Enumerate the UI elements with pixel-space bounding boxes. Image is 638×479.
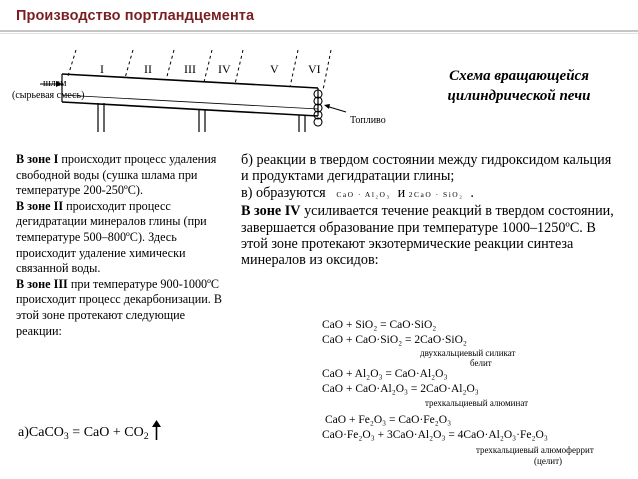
zone-2-text: происходит процесс дегидратации минералов глины (при температуре 500–800ºС). Здесь происходит удаление химически связанной воды. [16, 198, 207, 276]
item-b: б) реакции в твердом состоянии между гидроксидом кальция и продуктами дегидратации глины; [241, 152, 612, 185]
kiln-inner-edge [62, 95, 318, 109]
zone-label-3: III [184, 62, 196, 76]
reaction-a-prefix: а) [18, 425, 29, 440]
zone-3-heading: В зоне III [16, 276, 68, 291]
kiln-supports [98, 103, 305, 132]
slurry-sublabel: (сырьевая смесь) [12, 90, 85, 101]
zone-4-paragraph [241, 203, 621, 269]
zone-1-paragraph [16, 152, 222, 199]
equation-3: CaO + Al₂O₃ = CaO·Al₂O₃ [322, 368, 448, 380]
zone-4-heading: В зоне IV [241, 203, 301, 220]
item-v-formula-2: 2CaO · SiO₂ [408, 189, 464, 199]
zone-2-paragraph [16, 199, 222, 277]
note-tetracalcium-aluminoferrite: трехкальциевый алюмоферрит [476, 445, 594, 455]
note-celite: (целит) [534, 456, 563, 466]
diagram-caption: Схема вращающейся цилиндрической печи [447, 68, 591, 104]
zone-label-2: II [144, 62, 152, 76]
title-divider-light [0, 33, 638, 34]
slurry-label: шлам [43, 78, 67, 89]
equation-2: CaO + CaO·SiO₂ = 2CaO·SiO₂ [322, 334, 467, 346]
right-column [241, 152, 621, 269]
item-v-and: и [397, 184, 406, 201]
equation-6: CaO·Fe₂O₃ + 3CaO·Al₂O₃ = 4CaO·Al₂O₃·Fe₂O₃ [322, 429, 548, 441]
equation-1: CaO + SiO₂ = CaO·SiO₂ [322, 319, 437, 331]
item-v-formula-1: CaO · Al₂O₃ [336, 189, 391, 199]
title-divider [0, 30, 638, 32]
kiln-bottom-edge [62, 102, 318, 116]
item-v-text: в) образуются [241, 184, 326, 201]
zone-label-5: V [270, 62, 279, 76]
zone-4-text: усиливается течение реакций в твердом состоянии, завершается образование при температуре 1000–1250ºС. В этой зоне протекают экзотермические реакции синтеза минералов из оксидов: [241, 203, 614, 269]
zone-label-1: I [100, 62, 104, 76]
reaction-a-lhs-sub: 3 [63, 431, 69, 442]
zone-3-paragraph [16, 277, 222, 339]
zone-label-4: IV [218, 62, 231, 76]
page-title: Производство портландцемента [16, 8, 255, 24]
equation-5: CaO + Fe₂O₃ = CaO·Fe₂O₃ [325, 414, 452, 426]
note-tricalcium-aluminate: трехкальциевый алюминат [425, 398, 529, 408]
left-column [16, 152, 222, 339]
equation-4: CaO + CaO·Al₂O₃ = 2CaO·Al₂O₃ [322, 383, 479, 395]
reaction-a-products-sub: 2 [143, 431, 149, 442]
zone-dividers [68, 50, 331, 90]
zone-label-6: VI [308, 62, 321, 76]
zone-3-text: при температуре 900-1000ºС происходит процесс декарбонизации. В этой зоне протекают следующие реакции: [16, 276, 222, 338]
zone-2-heading: В зоне II [16, 198, 64, 213]
item-v: в) образуются CaO · Al₂O₃ и 2CaO · SiO₂ . [241, 184, 474, 201]
fuel-label: Топливо [350, 115, 386, 126]
zone-1-heading: В зоне I [16, 152, 59, 166]
zone-1-text: происходит процесс удаления свободной воды (сушка шлама при температуре 200-250ºС). [16, 152, 217, 198]
gas-up-arrow-icon [152, 420, 161, 440]
note-belite: белит [470, 358, 492, 368]
reaction-a-lhs: CaCO [28, 425, 64, 440]
reaction-a-products: = CaO + CO [68, 425, 144, 440]
note-dicalcium-silicate: двухкальциевый силикат [420, 348, 516, 358]
reaction-a [18, 420, 161, 441]
